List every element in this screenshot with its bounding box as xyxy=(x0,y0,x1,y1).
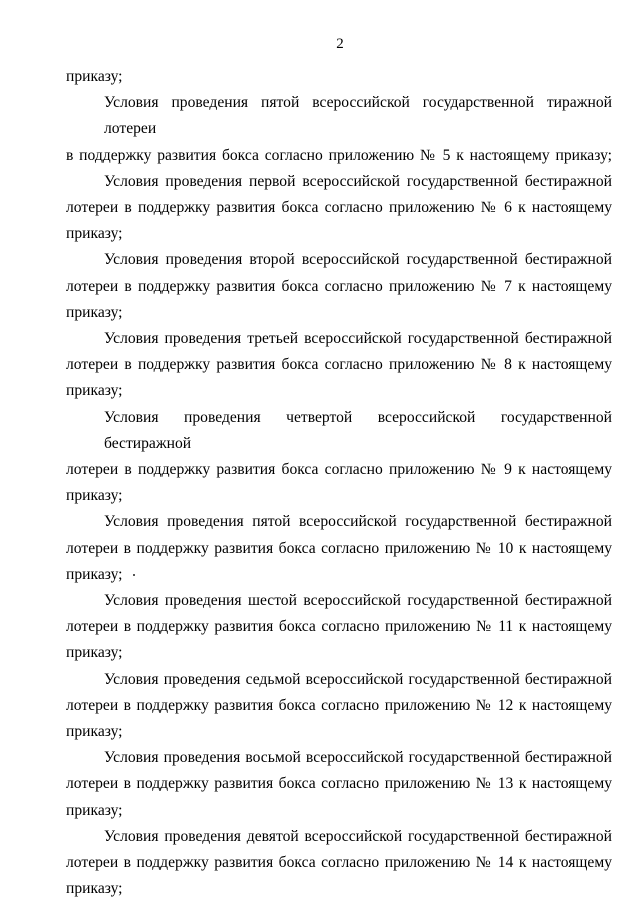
page-number: 2 xyxy=(336,36,344,52)
paragraph xyxy=(66,509,612,588)
text-line: Условия проведения второй всероссийской государственной бестиражной xyxy=(104,251,612,269)
text-line: приказу; xyxy=(66,644,123,662)
text-line: лотереи в поддержку развития бокса согласно приложению № 11 к настоящему xyxy=(66,618,612,636)
text-line: лотереи в поддержку развития бокса согласно приложению № 8 к настоящему xyxy=(66,356,612,374)
paragraph xyxy=(66,326,612,405)
text-line: приказу; xyxy=(66,225,123,243)
text-line: приказу; xyxy=(66,723,123,741)
text-line: приказу; xyxy=(66,565,123,583)
text-line: Условия проведения шестой всероссийской государственной бестиражной xyxy=(104,592,612,610)
text-line: Условия проведения четвертой всероссийской государственной бестиражной xyxy=(104,408,612,452)
text-line: Условия проведения первой всероссийской государственной бестиражной xyxy=(104,172,612,190)
text-line: Условия проведения третьей всероссийской государственной бестиражной xyxy=(104,330,612,348)
text-line: лотереи в поддержку развития бокса согласно приложению № 10 к настоящему xyxy=(66,539,612,557)
text-line: лотереи в поддержку развития бокса согласно приложению № 12 к настоящему xyxy=(66,696,612,714)
text-line: лотереи в поддержку развития бокса согласно приложению № 9 к настоящему xyxy=(66,461,612,479)
text-line: лотереи в поддержку развития бокса согласно приложению № 14 к настоящему xyxy=(66,854,612,872)
text-line: приказу; xyxy=(66,801,123,819)
text-line: Условия проведения пятой всероссийской государственной бестиражной xyxy=(104,513,612,531)
text-line: приказу; xyxy=(66,880,123,898)
paragraph xyxy=(66,247,612,326)
text-line: Условия проведения восьмой всероссийской государственной бестиражной xyxy=(104,749,612,767)
paragraph xyxy=(66,745,612,824)
paragraph xyxy=(66,667,612,746)
text-line: приказу; xyxy=(66,303,123,321)
text-line: лотереи в поддержку развития бокса согласно приложению № 13 к настоящему xyxy=(66,775,612,793)
text-line: приказу; xyxy=(66,382,123,400)
paragraph xyxy=(66,90,612,169)
text-line: Условия проведения седьмой всероссийской государственной бестиражной xyxy=(104,670,612,688)
paragraph xyxy=(66,64,612,90)
text-line: Условия проведения девятой всероссийской государственной бестиражной xyxy=(104,827,612,845)
text-line: лотереи в поддержку развития бокса согласно приложению № 7 к настоящему xyxy=(66,277,612,295)
text-line: приказу; xyxy=(66,487,123,505)
paragraph xyxy=(66,405,612,510)
text-line-with-speck xyxy=(66,562,612,588)
text-line: лотереи в поддержку развития бокса согласно приложению № 6 к настоящему xyxy=(66,199,612,217)
paragraph xyxy=(66,588,612,667)
text-line: в поддержку развития бокса согласно приложению № 5 к настоящему приказу; xyxy=(66,146,612,164)
text-line: Условия проведения пятой всероссийской государственной тиражной лотереи xyxy=(104,94,612,138)
paragraph xyxy=(66,824,612,903)
scan-speck xyxy=(133,574,135,576)
document-body xyxy=(66,64,612,903)
paragraph xyxy=(66,169,612,248)
text-line: приказу; xyxy=(66,68,123,85)
